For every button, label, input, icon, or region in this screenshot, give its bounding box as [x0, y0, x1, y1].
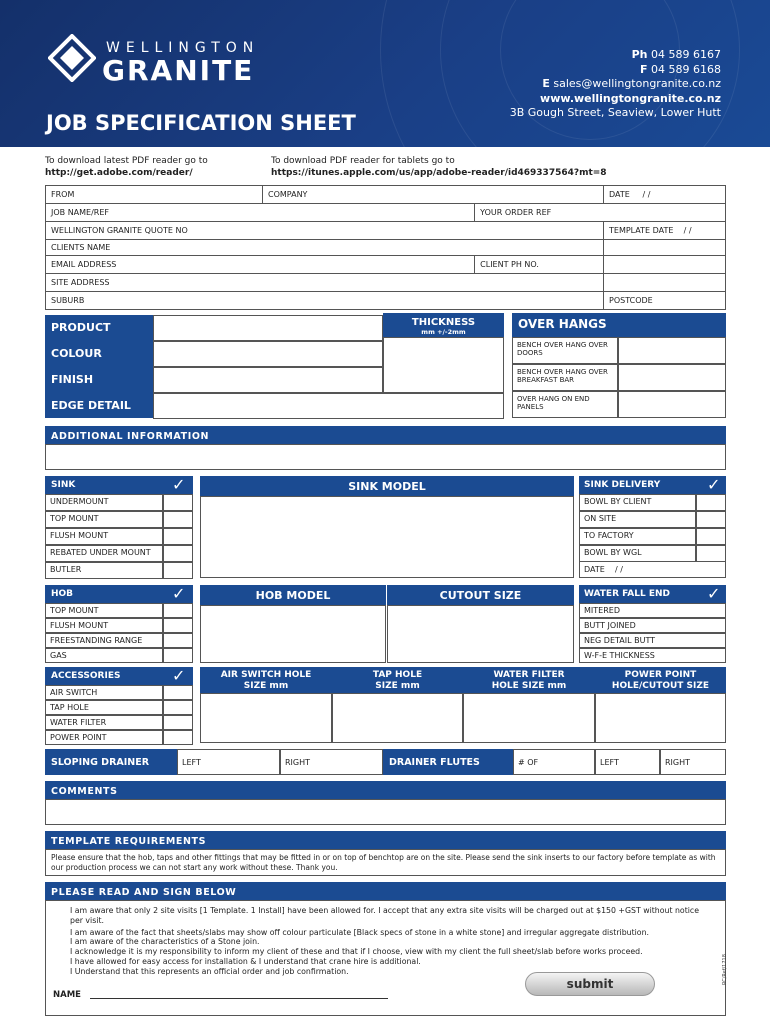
overhangs-header: OVER HANGS [512, 313, 726, 337]
power-point-line2: HOLE/CUTOUT SIZE [611, 681, 710, 691]
name-label: NAME [53, 990, 81, 1000]
thickness-label: THICKNESS [411, 317, 476, 328]
cutout-size-header: CUTOUT SIZE [387, 585, 574, 605]
sink-label: SINK [51, 480, 76, 490]
sink-checkbox[interactable] [163, 545, 193, 562]
pdf-text: To download latest PDF reader go to [45, 156, 208, 166]
blank-cell [604, 256, 726, 274]
quote-no-field[interactable] [46, 222, 604, 240]
term-5: I have allowed for easy access for installation & I understand that crane hire is additional. [70, 956, 421, 966]
postcode-field[interactable] [604, 292, 726, 310]
flutes-count-field[interactable]: # OF [513, 749, 595, 775]
from-label: FROM [51, 190, 75, 199]
job-name-field[interactable] [46, 204, 475, 222]
colour-label: COLOUR [51, 347, 102, 360]
company-label: COMPANY [268, 190, 308, 199]
accessory-option-label: AIR SWITCH [45, 685, 163, 700]
sloping-drainer-label: SLOPING DRAINER [45, 749, 177, 775]
blank-cell [604, 274, 726, 292]
hob-model-header: HOB MODEL [200, 585, 386, 605]
hob-checkbox[interactable] [163, 633, 193, 648]
additional-info-header: ADDITIONAL INFORMATION [45, 426, 726, 444]
delivery-date-field[interactable] [579, 561, 726, 578]
term-2: I am aware of the fact that sheets/slabs may show off colour particulate [Black specs of stone in a white stone] and irregular aggregate distribution. [70, 927, 649, 937]
accessory-checkbox[interactable] [163, 700, 193, 715]
overhang-bar-input[interactable] [618, 364, 726, 391]
site-address-label: SITE ADDRESS [51, 278, 110, 287]
sink-header [45, 476, 193, 494]
sink-check-icon: ✓ [172, 475, 186, 494]
comments-header: COMMENTS [45, 781, 726, 799]
delivery-checkbox[interactable] [696, 528, 726, 545]
air-switch-line2: SIZE mm [243, 681, 289, 691]
delivery-checkbox[interactable] [696, 494, 726, 511]
product-input[interactable] [153, 315, 383, 341]
wfe-check-icon: ✓ [707, 584, 721, 603]
please-read-header: PLEASE READ AND SIGN BELOW [45, 882, 726, 900]
power-point-header [595, 667, 726, 693]
submit-button[interactable]: submit [525, 972, 655, 996]
water-filter-line2: HOLE SIZE mm [491, 681, 567, 691]
template-req-text: Please ensure that the hob, taps and other fittings that may be fitted in or on top of benchtop are on the site. Please send the sink inserts to our factory before template as with our production process we can not start any work without these. Thank you. [45, 849, 726, 876]
email-label: E [542, 77, 550, 91]
client-ph-label: CLIENT PH NO. [480, 260, 539, 269]
template-req-header: TEMPLATE REQUIREMENTS [45, 831, 726, 849]
delivery-option-label: TO FACTORY [579, 528, 696, 545]
page-title: JOB SPECIFICATION SHEET [46, 111, 356, 135]
hob-model-input[interactable] [200, 605, 386, 663]
date-label: DATE [609, 190, 630, 199]
tablet-link[interactable]: https://itunes.apple.com/us/app/adobe-reader/id469337564?mt=8 [271, 168, 607, 178]
air-switch-input[interactable] [200, 693, 332, 743]
air-switch-line1: AIR SWITCH HOLE [220, 670, 312, 680]
hob-label: HOB [51, 589, 74, 599]
sink-option-label: BUTLER [45, 562, 163, 579]
hob-option-label: FLUSH MOUNT [45, 618, 163, 633]
wfe-option-label: MITERED [579, 603, 726, 618]
water-filter-input[interactable] [463, 693, 595, 743]
delivery-option-label: BOWL BY CLIENT [579, 494, 696, 511]
edge-detail-label: EDGE DETAIL [51, 399, 131, 412]
header-banner [0, 0, 770, 147]
hob-checkbox[interactable] [163, 648, 193, 663]
power-point-input[interactable] [595, 693, 726, 743]
term-6: I Understand that this represents an official order and job confirmation. [70, 966, 349, 976]
term-4: I acknowledge it is my responsibility to inform my client of these and that if I choose, view with my client the full sheet/slab before works proceed. [70, 947, 643, 957]
comments-input[interactable] [45, 799, 726, 825]
tap-hole-input[interactable] [332, 693, 463, 743]
email-link[interactable]: sales@wellingtongranite.co.nz [553, 77, 721, 91]
hob-check-icon: ✓ [172, 584, 186, 603]
hob-option-label: FREESTANDING RANGE [45, 633, 163, 648]
fax-label: F [640, 62, 648, 76]
air-switch-header [200, 667, 332, 693]
date-field[interactable] [604, 186, 726, 204]
term-3: I am aware of the characteristics of a Stone join. [70, 937, 260, 947]
delivery-date-label: DATE [584, 565, 605, 574]
power-point-line1: POWER POINT [624, 670, 697, 680]
accessory-checkbox[interactable] [163, 715, 193, 730]
overhang-panels-input[interactable] [618, 391, 726, 418]
drainer-flutes-label: DRAINER FLUTES [383, 749, 513, 775]
date-slashes: / / [642, 190, 651, 199]
thickness-sub: mm +/-2mm [421, 328, 466, 336]
sink-model-input[interactable] [200, 496, 574, 578]
brand-main: GRANITE [102, 54, 255, 87]
brand-top: WELLINGTON [106, 40, 260, 56]
accessory-option-label: TAP HOLE [45, 700, 163, 715]
sink-delivery-header: SINK DELIVERY [579, 476, 726, 494]
accessory-option-label: POWER POINT [45, 730, 163, 745]
finish-label: FINISH [51, 373, 94, 386]
tablet-download [271, 155, 607, 179]
thickness-input[interactable] [383, 337, 504, 393]
wfe-option-label: BUTT JOINED [579, 618, 726, 633]
delivery-checkbox[interactable] [696, 545, 726, 562]
sink-checkbox[interactable] [163, 528, 193, 545]
quote-no-label: WELLINGTON GRANITE QUOTE NO [51, 226, 188, 235]
your-order-label: YOUR ORDER REF [480, 208, 552, 217]
overhang-doors-label: BENCH OVER HANG OVER DOORS [512, 337, 618, 364]
overhang-doors-input[interactable] [618, 337, 726, 364]
additional-info-input[interactable] [45, 444, 726, 470]
clients-name-label: CLIENTS NAME [51, 243, 111, 252]
sink-option-label: TOP MOUNT [45, 511, 163, 528]
name-signature-line[interactable] [90, 998, 388, 999]
suburb-field[interactable] [46, 292, 604, 310]
sink-checkbox[interactable] [163, 511, 193, 528]
overhang-panels-label: OVER HANG ON END PANELS [512, 391, 618, 418]
hob-checkbox[interactable] [163, 603, 193, 618]
postcode-label: POSTCODE [609, 296, 653, 305]
accessories-check-icon: ✓ [172, 666, 186, 685]
your-order-field[interactable] [475, 204, 726, 222]
colour-input[interactable] [153, 341, 383, 367]
job-name-label: JOB NAME/REF [51, 208, 110, 217]
term-1: I am aware that only 2 site visits [1 Template. 1 Install] have been allowed for. I accept that any extra site visits will be charged out at $150 +GST without notice per visit. [70, 906, 699, 925]
wfe-header: WATER FALL END [579, 585, 726, 603]
hob-option-label: TOP MOUNT [45, 603, 163, 618]
terms-list [70, 906, 710, 977]
water-filter-line1: WATER FILTER [493, 670, 565, 680]
clients-name-field[interactable] [46, 240, 604, 256]
sink-delivery-check-icon: ✓ [707, 475, 721, 494]
thickness-header [383, 313, 504, 337]
accessories-label: ACCESSORIES [51, 671, 121, 681]
phone: 04 589 6167 [651, 48, 721, 61]
email-label: EMAIL ADDRESS [51, 260, 117, 269]
ph-label: Ph [631, 48, 648, 61]
drainer-right-option[interactable]: RIGHT [280, 749, 383, 775]
client-details-table [45, 185, 726, 310]
company-field[interactable] [263, 186, 604, 204]
finish-input[interactable] [153, 367, 383, 393]
delivery-option-label: BOWL BY WGL [579, 545, 696, 562]
accessory-checkbox[interactable] [163, 730, 193, 745]
tap-hole-line2: SIZE mm [375, 681, 420, 691]
blank-cell [604, 240, 726, 256]
overhang-bar-label: BENCH OVER HANG OVER BREAKFAST BAR [512, 364, 618, 391]
website-link[interactable]: www.wellingtongranite.co.nz [540, 91, 721, 105]
tablet-text: To download PDF reader for tablets go to [271, 156, 455, 166]
delivery-checkbox[interactable] [696, 511, 726, 528]
site-address-field[interactable] [46, 274, 604, 292]
contact-block [510, 48, 721, 121]
sink-option-label: FLUSH MOUNT [45, 528, 163, 545]
tap-hole-line1: TAP HOLE [372, 670, 423, 680]
template-date-label: TEMPLATE DATE [609, 226, 674, 235]
cutout-size-input[interactable] [387, 605, 574, 663]
tap-hole-header [332, 667, 463, 693]
delivery-date-slashes: / / [614, 565, 623, 574]
flutes-left-option[interactable]: LEFT [595, 749, 660, 775]
product-label: PRODUCT [51, 321, 111, 334]
client-ph-field[interactable] [475, 256, 604, 274]
suburb-label: SUBURB [51, 296, 85, 305]
sink-checkbox[interactable] [163, 494, 193, 511]
hob-header [45, 585, 193, 603]
delivery-option-label: ON SITE [579, 511, 696, 528]
template-date-slashes: / / [683, 226, 692, 235]
accessories-header [45, 667, 193, 685]
diamond-logo-icon [48, 34, 96, 82]
edge-detail-input[interactable] [153, 393, 504, 419]
accessory-checkbox[interactable] [163, 685, 193, 700]
sink-checkbox[interactable] [163, 562, 193, 579]
water-filter-header [463, 667, 595, 693]
wfe-option-label: W-F-E THICKNESS [579, 648, 726, 663]
form-code: RC/Ref/1718 [722, 954, 728, 985]
sink-model-header: SINK MODEL [200, 476, 574, 496]
accessory-option-label: WATER FILTER [45, 715, 163, 730]
wfe-option-label: NEG DETAIL BUTT [579, 633, 726, 648]
flutes-right-option[interactable]: RIGHT [660, 749, 726, 775]
from-field[interactable] [46, 186, 263, 204]
drainer-left-option[interactable]: LEFT [177, 749, 280, 775]
pdf-link[interactable]: http://get.adobe.com/reader/ [45, 168, 193, 178]
hob-option-label: GAS [45, 648, 163, 663]
sink-option-label: REBATED UNDER MOUNT [45, 545, 163, 562]
address: 3B Gough Street, Seaview, Lower Hutt [509, 106, 721, 120]
fax: 04 589 6168 [651, 62, 721, 76]
template-date-field[interactable] [604, 222, 726, 240]
hob-checkbox[interactable] [163, 618, 193, 633]
email-field[interactable] [46, 256, 475, 274]
sink-option-label: UNDERMOUNT [45, 494, 163, 511]
pdf-download [45, 155, 208, 179]
